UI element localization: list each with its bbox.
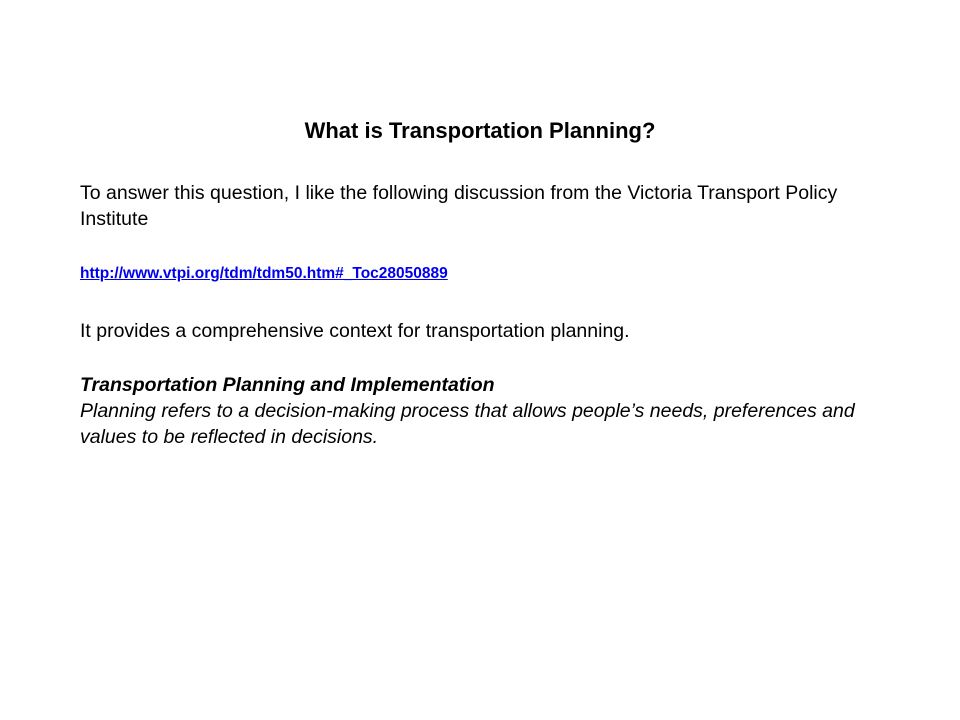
context-paragraph: It provides a comprehensive context for transportation planning. [80,320,630,342]
intro-paragraph: To answer this question, I like the following discussion from the Victoria Transport Policy Institute [80,182,838,230]
section-block [80,372,880,450]
vtpi-link[interactable]: http://www.vtpi.org/tdm/tdm50.htm#_Toc28050889 [80,265,448,282]
section-body: Planning refers to a decision-making process that allows people’s needs, preferences and values to be reflected in decisions. [80,400,855,448]
slide-title: What is Transportation Planning? [304,118,656,143]
section-heading: Transportation Planning and Implementation [80,374,495,396]
